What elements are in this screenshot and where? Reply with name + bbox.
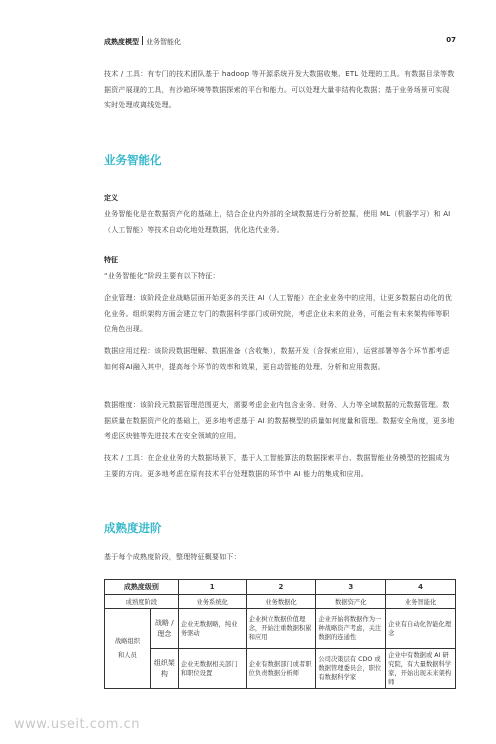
- table-cell: 业务系统化: [178, 595, 246, 609]
- features-heading: 特征: [104, 256, 118, 264]
- feature-paragraph-data: 数据维度：该阶段元数据管理范围更大，需要考虑企业内包含业务、财务、人力等全域数据的元数据管理。数据质量在数据资产化的基础上，更多地考虑基于 AI 的数据模型的质量如何度量和管理。数据安全角度，更多地考虑区块链等先进技术在安全领域的应用。: [104, 401, 455, 440]
- table-header-cell: 成熟度级别: [105, 580, 179, 595]
- intro-paragraph: 技术 / 工具：有专门的技术团队基于 hadoop 等开源系统开发大数据收集、ETL 处理的工具。有数据目录等数据资产展现的工具，有沙箱环境等数据探索的平台和能力。可以处理大量非结构化数据；基于业务场景可实现实时处理或离线处理。: [104, 70, 455, 109]
- page-number: 07: [446, 36, 456, 44]
- table-cell: 业务智能化: [386, 595, 456, 609]
- table-cell: 企业有自动化智能化理念: [386, 609, 456, 649]
- table-cell: 数据资产化: [316, 595, 386, 609]
- table-header-row: [105, 580, 456, 595]
- table-cell: 企业无数据相关部门和职位设置: [178, 649, 246, 689]
- definition-text: 业务智能化是在数据资产化的基础上，结合企业内外部的全域数据进行分析挖掘，使用 ML（机器学习）和 AI（人工智能）等技术自动化地处理数据，优化迭代业务。: [104, 210, 451, 234]
- header-title: 成熟度模型: [104, 38, 139, 46]
- table-stage-row: [105, 595, 456, 609]
- table-group-label: 战略组织和人员: [105, 609, 151, 689]
- feature-paragraph-management: 企业管理：该阶段企业战略层面开始更多的关注 AI（人工智能）在企业业务中的应用，让更多数据自动化的优化业务。组织架构方面会建立专门的数据科学部门或研究院，考虑企业未来的业务，可能会有未来架构师等职位角色出现。: [104, 294, 453, 333]
- table-cell: 企业无数据略，纯业务驱动: [178, 609, 246, 649]
- table-cell: 成熟度阶段: [105, 595, 179, 609]
- section-title-business-intelligence: 业务智能化: [104, 153, 162, 167]
- table-header-cell: 1: [178, 580, 246, 595]
- table-row-label: 组织架构: [150, 649, 178, 689]
- table-intro: 基于每个成熟度阶段，整理特征概要如下：: [104, 553, 241, 561]
- table-row: [105, 649, 456, 689]
- table-header-cell: 2: [246, 580, 316, 595]
- table-cell: 企业树立数据价值理念，开始注重数据积累和应用: [246, 609, 316, 649]
- table-row-label: 战略 / 理念: [150, 609, 178, 649]
- table-cell: 企业中有数据或 AI 研究院，有大量数据科学家，开始出现未来架构师: [386, 649, 456, 689]
- section-title-maturity-progression: 成熟度进阶: [104, 521, 162, 535]
- table-cell: 企业有数据部门或者职位负责数据分析师: [246, 649, 316, 689]
- watermark: www.useit.com.cn: [14, 717, 140, 732]
- feature-paragraph-tools: 技术 / 工具：在企业业务的大数据场景下，基于人工智能算法的数据探索平台、数据智能业务模型的挖掘成为主要的方向。更多地考虑在原有技术平台处理数据的环节中 AI 能力的集成和应用。: [104, 454, 450, 478]
- table-cell: 公司决策层有 CDO 或数据管理委员会，职位有数据科学家: [316, 649, 386, 689]
- features-intro: “业务智能化”阶段主要有以下特征：: [104, 272, 220, 280]
- table-cell: 业务数据化: [246, 595, 316, 609]
- header-subtitle: 业务智能化: [146, 38, 181, 46]
- table-cell: 企业开始将数据作为一种战略资产考虑，关注数据的连通性: [316, 609, 386, 649]
- page-header: [104, 36, 456, 50]
- table-header-cell: 3: [316, 580, 386, 595]
- table-row: [105, 609, 456, 649]
- table-header-cell: 4: [386, 580, 456, 595]
- maturity-table: [104, 579, 456, 689]
- feature-paragraph-process: 数据应用过程：该阶段数据理解、数据准备（含收集），数据开发（含探索应用），运营部署等各个环节都考虑如何将AI融入其中，提高每个环节的效率和效果，更自动智能的处理、分析和应用数据。: [104, 347, 450, 371]
- header-divider: [142, 36, 143, 45]
- definition-heading: 定义: [104, 194, 118, 202]
